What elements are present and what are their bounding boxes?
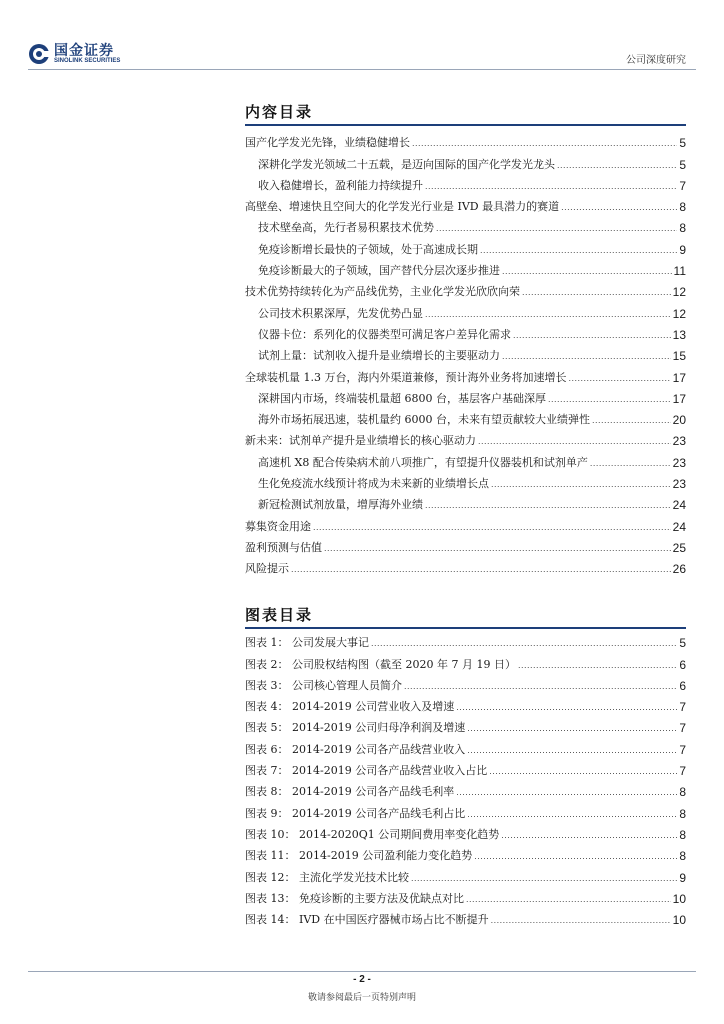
toc-entry[interactable] (245, 555, 686, 576)
toc-entry[interactable] (245, 650, 686, 671)
toc-entry[interactable] (245, 406, 686, 427)
toc-page-number: 8 (679, 200, 686, 215)
toc-leader-dots (371, 636, 677, 650)
toc-entry-text: 图表 14： IVD 在中国医疗器械市场占比不断提升 (245, 913, 489, 927)
contents-title-rule (245, 124, 686, 126)
toc-leader-dots (592, 413, 671, 427)
toc-entry[interactable] (245, 885, 686, 906)
toc-leader-dots (491, 913, 671, 927)
toc-entry-text: 技术壁垒高，先行者易积累技术优势 (258, 221, 434, 235)
toc-leader-dots (467, 807, 677, 821)
toc-page-number: 12 (672, 285, 686, 300)
toc-entry[interactable] (245, 863, 686, 884)
toc-entry[interactable] (245, 150, 686, 171)
logo-mark-icon (28, 43, 50, 65)
toc-leader-dots (425, 307, 671, 321)
toc-entry[interactable] (245, 385, 686, 406)
toc-page-number: 23 (672, 455, 686, 470)
footer-divider (28, 971, 696, 972)
toc-leader-dots (324, 541, 671, 555)
toc-page-number: 26 (672, 562, 686, 577)
toc-leader-dots (412, 136, 677, 150)
toc-entry-text: 高壁垒、增速快且空间大的化学发光行业是 IVD 最具潜力的赛道 (245, 200, 560, 214)
toc-leader-dots (425, 179, 677, 193)
toc-page-number: 6 (679, 678, 686, 693)
toc-page-number: 7 (679, 742, 686, 757)
toc-leader-dots (456, 700, 677, 714)
toc-leader-dots (467, 721, 677, 735)
toc-page-number: 23 (672, 434, 686, 449)
toc-entry-text: 图表 10： 2014-2020Q1 公司期间费用率变化趋势 (245, 827, 500, 841)
toc-page-number: 10 (672, 891, 686, 906)
toc-leader-dots (436, 221, 677, 235)
toc-leader-dots (466, 892, 671, 906)
toc-entry-text: 图表 12： 主流化学发光技术比较 (245, 870, 409, 884)
toc-page-number: 24 (672, 519, 686, 534)
toc-page-number: 10 (672, 913, 686, 928)
toc-page-number: 8 (679, 806, 686, 821)
toc-page-number: 17 (672, 370, 686, 385)
toc-entry[interactable] (245, 714, 686, 735)
toc-page-number: 20 (672, 413, 686, 428)
toc-entry-text: 深耕化学发光领域二十五载，是迈向国际的国产化学发光龙头 (258, 157, 555, 171)
toc-page-number: 8 (679, 849, 686, 864)
toc-page-number: 17 (672, 391, 686, 406)
toc-page-number: 15 (672, 349, 686, 364)
toc-entry[interactable] (245, 757, 686, 778)
toc-entry-text: 风险提示 (245, 562, 289, 576)
toc-entry-text: 图表 7： 2014-2019 公司各产品线营业收入占比 (245, 764, 488, 778)
toc-leader-dots (522, 285, 671, 299)
toc-entry-text: 全球装机量 1.3 万台，海内外渠道兼修，预计海外业务将加速增长 (245, 370, 567, 384)
toc-page-number: 8 (679, 827, 686, 842)
toc-entry-text: 盈利预测与估值 (245, 540, 322, 554)
toc-leader-dots (502, 349, 671, 363)
toc-entry-text: 募集资金用途 (245, 519, 311, 533)
toc-entry[interactable] (245, 534, 686, 555)
toc-entry[interactable] (245, 129, 686, 150)
toc-leader-dots (467, 743, 677, 757)
contents-list (245, 129, 686, 576)
toc-leader-dots (478, 434, 671, 448)
toc-page-number: 25 (672, 540, 686, 555)
toc-leader-dots (513, 328, 671, 342)
toc-entry[interactable] (245, 172, 686, 193)
toc-leader-dots (425, 498, 671, 512)
report-type-label: 公司深度研究 (626, 55, 686, 66)
toc-page-number: 13 (672, 327, 686, 342)
toc-entry[interactable] (245, 257, 686, 278)
toc-entry-text: 免疫诊断最大的子领域，国产替代分层次逐步推进 (258, 264, 500, 278)
toc-page-number: 8 (679, 221, 686, 236)
toc-leader-dots (456, 785, 677, 799)
toc-page-number: 7 (679, 721, 686, 736)
toc-leader-dots (590, 456, 671, 470)
toc-entry[interactable] (245, 512, 686, 533)
toc-leader-dots (491, 477, 671, 491)
toc-entry[interactable] (245, 214, 686, 235)
toc-page-number: 23 (672, 477, 686, 492)
logo-text-en: SINOLINK SECURITIES (54, 58, 121, 64)
toc-entry-text: 技术优势持续转化为产品线优势，主业化学发光欣欣向荣 (245, 285, 520, 299)
toc-entry-text: 仪器卡位：系列化的仪器类型可满足客户差异化需求 (258, 327, 511, 341)
toc-entry[interactable] (245, 491, 686, 512)
toc-page-number: 7 (679, 764, 686, 779)
toc-page-number: 24 (672, 498, 686, 513)
toc-page-number: 9 (679, 242, 686, 257)
toc-entry-text: 国产化学发光先锋，业绩稳健增长 (245, 136, 410, 150)
toc-leader-dots (548, 392, 671, 406)
disclaimer-note: 敬请参阅最后一页特别声明 (307, 993, 416, 1003)
page-number: - 2 - (353, 974, 371, 985)
toc-entry-text: 高速机 X8 配合传染病术前八项推广，有望提升仪器装机和试剂单产 (258, 455, 588, 469)
toc-entry-text: 深耕国内市场，终端装机量超 6800 台，基层客户基础深厚 (258, 391, 546, 405)
toc-entry[interactable] (245, 799, 686, 820)
toc-entry[interactable] (245, 906, 686, 927)
toc-page-number: 8 (679, 785, 686, 800)
toc-entry[interactable] (245, 693, 686, 714)
toc-entry-text: 公司技术积累深厚，先发优势凸显 (258, 306, 423, 320)
toc-entry-text: 海外市场拓展迅速，装机量约 6000 台，未来有望贡献较大业绩弹性 (258, 413, 590, 427)
header-divider (28, 69, 696, 70)
toc-page-number: 9 (679, 870, 686, 885)
toc-entry-text: 图表 13： 免疫诊断的主要方法及优缺点对比 (245, 891, 464, 905)
toc-entry[interactable] (245, 672, 686, 693)
company-logo (28, 40, 138, 70)
toc-entry[interactable] (245, 321, 686, 342)
toc-entry[interactable] (245, 363, 686, 384)
toc-entry-text: 生化免疫流水线预计将成为未来新的业绩增长点 (258, 477, 489, 491)
figures-title: 图表目录 (245, 606, 314, 624)
toc-entry-text: 新冠检测试剂放量，增厚海外业绩 (258, 498, 423, 512)
toc-leader-dots (313, 520, 671, 534)
toc-entry[interactable] (245, 778, 686, 799)
toc-page-number: 6 (679, 657, 686, 672)
toc-page-number: 5 (679, 157, 686, 172)
toc-entry-text: 免疫诊断增长最快的子领域，处于高速成长期 (258, 242, 478, 256)
toc-entry-text: 图表 9： 2014-2019 公司各产品线毛利占比 (245, 806, 466, 820)
toc-entry[interactable] (245, 629, 686, 650)
toc-leader-dots (291, 562, 671, 576)
toc-leader-dots (561, 200, 677, 214)
toc-entry[interactable] (245, 235, 686, 256)
toc-entry[interactable] (245, 735, 686, 756)
figures-list (245, 629, 686, 927)
toc-leader-dots (489, 764, 677, 778)
toc-entry-text: 图表 5： 2014-2019 公司归母净利润及增速 (245, 721, 466, 735)
toc-leader-dots (557, 158, 677, 172)
toc-entry-text: 图表 8： 2014-2019 公司各产品线毛利率 (245, 785, 455, 799)
toc-page-number: 7 (679, 700, 686, 715)
toc-leader-dots (404, 679, 677, 693)
toc-leader-dots (474, 849, 677, 863)
toc-page-number: 7 (679, 178, 686, 193)
toc-leader-dots (480, 243, 677, 257)
toc-entry-text: 试剂上量：试剂收入提升是业绩增长的主要驱动力 (258, 349, 500, 363)
toc-entry[interactable] (245, 842, 686, 863)
toc-entry[interactable] (245, 342, 686, 363)
toc-entry[interactable] (245, 427, 686, 448)
toc-page-number: 12 (672, 306, 686, 321)
toc-entry[interactable] (245, 299, 686, 320)
toc-entry[interactable] (245, 448, 686, 469)
toc-page-number: 5 (679, 636, 686, 651)
toc-entry-text: 图表 6： 2014-2019 公司各产品线营业收入 (245, 742, 466, 756)
toc-leader-dots (502, 264, 672, 278)
toc-page-number: 11 (673, 264, 686, 279)
toc-leader-dots (569, 371, 671, 385)
toc-entry[interactable] (245, 821, 686, 842)
contents-title: 内容目录 (245, 103, 314, 121)
toc-entry-text: 新未来：试剂单产提升是业绩增长的核心驱动力 (245, 434, 476, 448)
toc-entry[interactable] (245, 278, 686, 299)
toc-entry-text: 图表 1： 公司发展大事记 (245, 636, 369, 650)
toc-entry-text: 图表 11： 2014-2019 公司盈利能力变化趋势 (245, 849, 473, 863)
toc-page-number: 5 (679, 136, 686, 151)
toc-entry-text: 收入稳健增长，盈利能力持续提升 (258, 178, 423, 192)
toc-leader-dots (411, 871, 677, 885)
toc-entry[interactable] (245, 193, 686, 214)
toc-entry-text: 图表 4： 2014-2019 公司营业收入及增速 (245, 700, 455, 714)
page-header (28, 40, 696, 70)
toc-leader-dots (518, 658, 677, 672)
toc-leader-dots (501, 828, 677, 842)
toc-entry-text: 图表 2： 公司股权结构图（截至 2020 年 7 月 19 日） (245, 657, 516, 671)
logo-text-cn: 国金证券 (54, 43, 114, 59)
toc-entry-text: 图表 3： 公司核心管理人员简介 (245, 678, 402, 692)
toc-entry[interactable] (245, 470, 686, 491)
